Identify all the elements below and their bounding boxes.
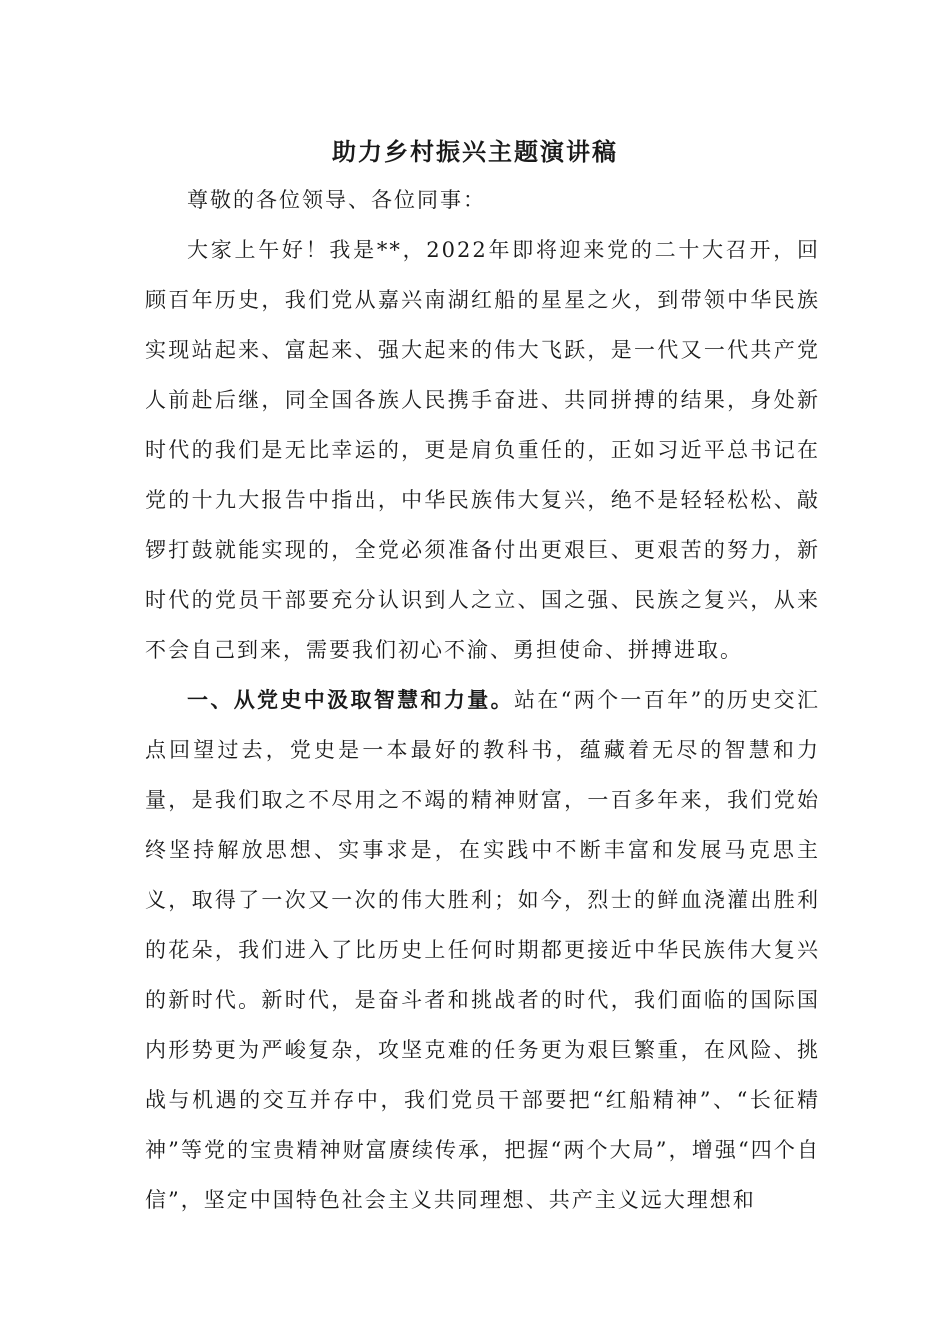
document-title: 助力乡村振兴主题演讲稿 [332,137,618,166]
paragraph-section-1 [145,675,820,1225]
salutation: 尊敬的各位领导、各位同事： [187,188,486,212]
section-text: 站在“两个一百年”的历史交汇点回望过去，党史是一本最好的教科书，蕴藏着无尽的智慧和力量，是我们取之不尽用之不竭的精神财富，一百多年来，我们党始终坚持解放思想、实事求是，在实践中不断丰富和发展马克思主义，取得了一次又一次的伟大胜利；如今，烈士的鲜血浇灌出胜利的花朵，我们进入了比历史上任何时期都更接近中华民族伟大复兴的新时代。新时代，是奋斗者和挑战者的时代，我们面临的国际国内形势更为严峻复杂，攻坚克难的任务更为艰巨繁重，在风险、挑战与机遇的交互并存中，我们党员干部要把“红船精神”、“长征精神”等党的宝贵精神财富赓续传承，把握“两个大局”，增强“四个自信”，坚定中国特色社会主义共同理想、共产主义远大理想和 [145,688,820,1212]
paragraph-intro: 大家上午好！我是**，2022年即将迎来党的二十大召开，回顾百年历史，我们党从嘉兴南湖红船的星星之火，到带领中华民族实现站起来、富起来、强大起来的伟大飞跃，是一代又一代共产党人前赴后继，同全国各族人民携手奋进、共同拼搏的结果，身处新时代的我们是无比幸运的，更是肩负重任的，正如习近平总书记在党的十九大报告中指出，中华民族伟大复兴，绝不是轻轻松松、敲锣打鼓就能实现的，全党必须准备付出更艰巨、更艰苦的努力，新时代的党员干部要充分认识到人之立、国之强、民族之复兴，从来不会自己到来，需要我们初心不渝、勇担使命、拼搏进取。 [145,238,820,662]
document-body [145,175,820,1225]
section-heading: 一、从党史中汲取智慧和力量。 [187,687,514,712]
